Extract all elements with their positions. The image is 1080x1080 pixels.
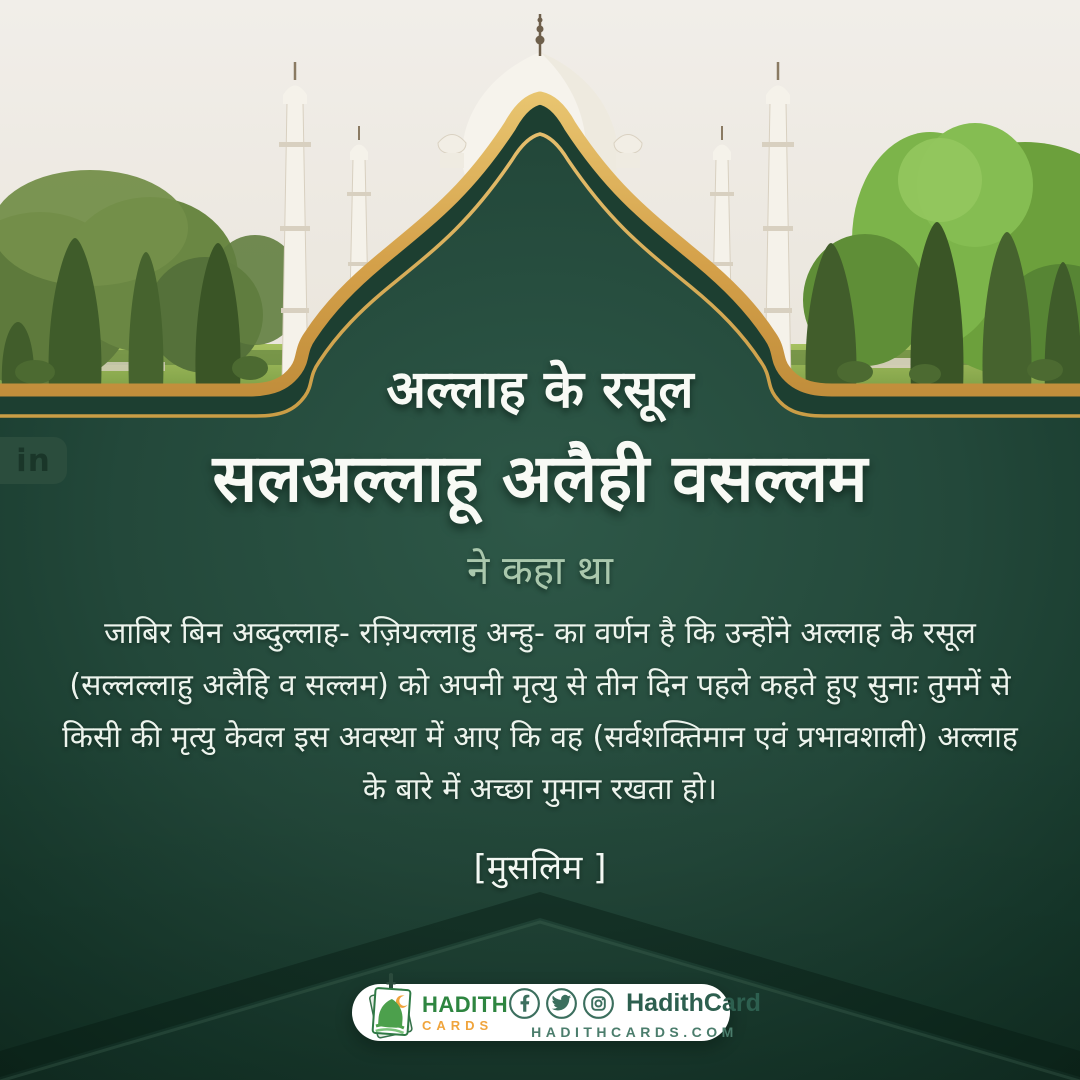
brand-name-bottom: CARDS: [422, 1017, 494, 1033]
hadith-line: किसी की मृत्यु केवल इस अवस्था में आए कि वह (सर्वशक्तिमान एवं प्रभावशाली) अल्लाह: [62, 720, 1018, 755]
mosque-card-icon: [362, 972, 420, 1040]
brand-name-top: HADITH: [422, 991, 509, 1017]
title-block: [0, 352, 1080, 596]
hadith-line: जाबिर बिन अब्दुल्लाह- रज़ियल्लाहु अन्हु- का वर्णन है कि उन्होंने अल्लाह के रसूल: [104, 616, 976, 651]
hadith-line: के बारे में अच्छा गुमान रखता हो।: [362, 772, 718, 807]
brand-logo: [362, 986, 508, 1040]
hadith-line: (सल्लल्लाहु अलैहि व सल्लम) को अपनी मृत्यु से तीन दिन पहले कहते हुए सुनाः तुममें से: [69, 668, 1011, 703]
hadith-text: [40, 608, 1040, 816]
linkedin-icon: in: [16, 442, 51, 479]
title-line-3: ने कहा था: [467, 548, 613, 594]
footer-brand-bar: [352, 984, 761, 1041]
social-block: [508, 987, 761, 1039]
hadith-source: [मुसलिम ]: [473, 848, 607, 888]
brand-wordmark: [422, 991, 509, 1033]
social-handle: HadithCard: [626, 988, 761, 1017]
title-line-1: अल्लाह के रसूल: [386, 360, 694, 420]
facebook-icon[interactable]: [508, 987, 541, 1020]
website-url[interactable]: HADITHCARDS.COM: [531, 1023, 738, 1040]
twitter-icon[interactable]: [545, 987, 578, 1020]
instagram-icon[interactable]: [582, 987, 615, 1020]
title-line-2: सलअल्लाहू अलैही वसल्लम: [212, 440, 868, 517]
